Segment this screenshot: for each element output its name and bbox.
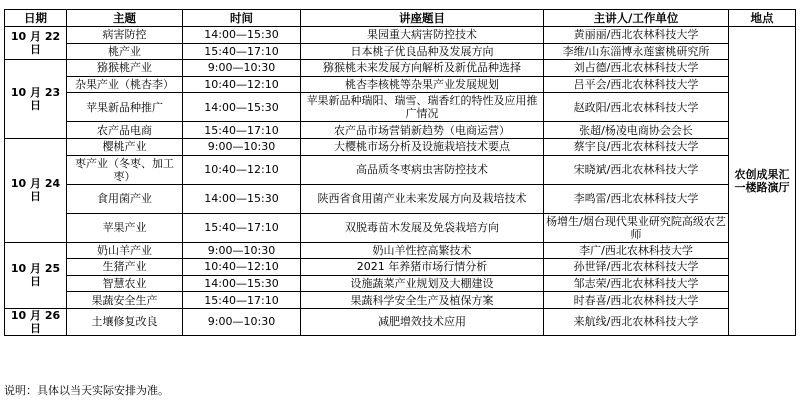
date-cell: 10 月 26 日 <box>5 308 67 335</box>
schedule-table <box>4 9 796 336</box>
table-row <box>5 308 796 335</box>
speaker-cell: 李鸣雷/西北农林科技大学 <box>544 184 729 213</box>
table-row <box>5 242 796 259</box>
time-cell: 9:00—10:30 <box>183 60 301 77</box>
topic-cell: 苹果产业 <box>67 213 183 242</box>
title-cell: 2021 年养猪市场行情分析 <box>301 259 544 276</box>
speaker-cell: 李广/西北农林科技大学 <box>544 242 729 259</box>
title-cell: 农产品市场营销新趋势（电商运营） <box>301 122 544 139</box>
time-cell: 9:00—10:30 <box>183 308 301 335</box>
topic-cell: 杂果产业（桃杏李） <box>67 76 183 93</box>
time-cell: 14:00—15:30 <box>183 27 301 44</box>
time-cell: 10:40—12:10 <box>183 76 301 93</box>
table-row <box>5 184 796 213</box>
title-cell: 日本桃子优良品种及发展方向 <box>301 43 544 60</box>
title-cell: 果园重大病害防控技术 <box>301 27 544 44</box>
title-cell: 减肥增效技术应用 <box>301 308 544 335</box>
speaker-cell: 杨增生/烟台现代果业研究院高级农艺师 <box>544 213 729 242</box>
time-cell: 15:40—17:10 <box>183 43 301 60</box>
title-cell: 苹果新品种瑞阳、瑞雪、瑞香红的特性及应用推广情况 <box>301 93 544 122</box>
topic-cell: 智慧农业 <box>67 275 183 292</box>
topic-cell: 樱桃产业 <box>67 138 183 155</box>
table-row <box>5 275 796 292</box>
schedule-body <box>5 27 796 336</box>
title-cell: 大樱桃市场分析及设施栽培技术要点 <box>301 138 544 155</box>
speaker-cell: 邹志荣/西北农林科技大学 <box>544 275 729 292</box>
title-cell: 高品质冬枣病虫害防控技术 <box>301 155 544 184</box>
table-row <box>5 292 796 309</box>
title-cell: 陕西省食用菌产业未来发展方向及栽培技术 <box>301 184 544 213</box>
header-date: 日期 <box>5 10 67 27</box>
speaker-cell: 宋晓斌/西北农林科技大学 <box>544 155 729 184</box>
table-row <box>5 259 796 276</box>
speaker-cell: 孙世铎/西北农林科技大学 <box>544 259 729 276</box>
time-cell: 15:40—17:10 <box>183 292 301 309</box>
time-cell: 15:40—17:10 <box>183 213 301 242</box>
table-row <box>5 138 796 155</box>
header-topic: 主题 <box>67 10 183 27</box>
time-cell: 9:00—10:30 <box>183 242 301 259</box>
speaker-cell: 张超/杨凌电商协会会长 <box>544 122 729 139</box>
header-speaker: 主讲人/工作单位 <box>544 10 729 27</box>
topic-cell: 食用菌产业 <box>67 184 183 213</box>
time-cell: 9:00—10:30 <box>183 138 301 155</box>
topic-cell: 桃产业 <box>67 43 183 60</box>
location-cell: 农创成果汇一楼路演厅 <box>729 27 796 336</box>
time-cell: 15:40—17:10 <box>183 122 301 139</box>
title-cell: 双脱毒苗木发展及免袋栽培方向 <box>301 213 544 242</box>
footnote: 说明：具体以当天实际安排为准。 <box>4 384 169 397</box>
time-cell: 14:00—15:30 <box>183 275 301 292</box>
topic-cell: 枣产业（冬枣、加工枣） <box>67 155 183 184</box>
speaker-cell: 刘占德/西北农林科技大学 <box>544 60 729 77</box>
table-row <box>5 122 796 139</box>
topic-cell: 土壤修复改良 <box>67 308 183 335</box>
title-cell: 奶山羊性控高繁技术 <box>301 242 544 259</box>
speaker-cell: 时春喜/西北农林科技大学 <box>544 292 729 309</box>
title-cell: 猕猴桃未来发展方向解析及新优品种选择 <box>301 60 544 77</box>
date-cell: 10 月 22 日 <box>5 27 67 60</box>
table-row <box>5 60 796 77</box>
title-cell: 设施蔬菜产业规划及大棚建设 <box>301 275 544 292</box>
topic-cell: 生猪产业 <box>67 259 183 276</box>
date-cell: 10 月 24 日 <box>5 138 67 242</box>
topic-cell: 病害防控 <box>67 27 183 44</box>
topic-cell: 猕猴桃产业 <box>67 60 183 77</box>
topic-cell: 奶山羊产业 <box>67 242 183 259</box>
table-row <box>5 213 796 242</box>
table-row <box>5 93 796 122</box>
time-cell: 14:00—15:30 <box>183 184 301 213</box>
title-cell: 桃杏李核桃等杂果产业发展规划 <box>301 76 544 93</box>
time-cell: 10:40—12:10 <box>183 155 301 184</box>
header-title: 讲座题目 <box>301 10 544 27</box>
table-row <box>5 27 796 44</box>
date-cell: 10 月 25 日 <box>5 242 67 308</box>
speaker-cell: 吕平会/西北农林科技大学 <box>544 76 729 93</box>
header-time: 时间 <box>183 10 301 27</box>
table-row <box>5 43 796 60</box>
title-cell: 果蔬科学安全生产及植保方案 <box>301 292 544 309</box>
speaker-cell: 赵政阳/西北农林科技大学 <box>544 93 729 122</box>
table-row <box>5 76 796 93</box>
date-cell: 10 月 23 日 <box>5 60 67 139</box>
speaker-cell: 李维/山东淄博永莲蜜桃研究所 <box>544 43 729 60</box>
header-location: 地点 <box>729 10 796 27</box>
speaker-cell: 来航线/西北农林科技大学 <box>544 308 729 335</box>
topic-cell: 果蔬安全生产 <box>67 292 183 309</box>
topic-cell: 农产品电商 <box>67 122 183 139</box>
table-row <box>5 155 796 184</box>
speaker-cell: 蔡宇良/西北农林科技大学 <box>544 138 729 155</box>
speaker-cell: 黄丽丽/西北农林科技大学 <box>544 27 729 44</box>
time-cell: 10:40—12:10 <box>183 259 301 276</box>
time-cell: 14:00—15:30 <box>183 93 301 122</box>
topic-cell: 苹果新品种推广 <box>67 93 183 122</box>
